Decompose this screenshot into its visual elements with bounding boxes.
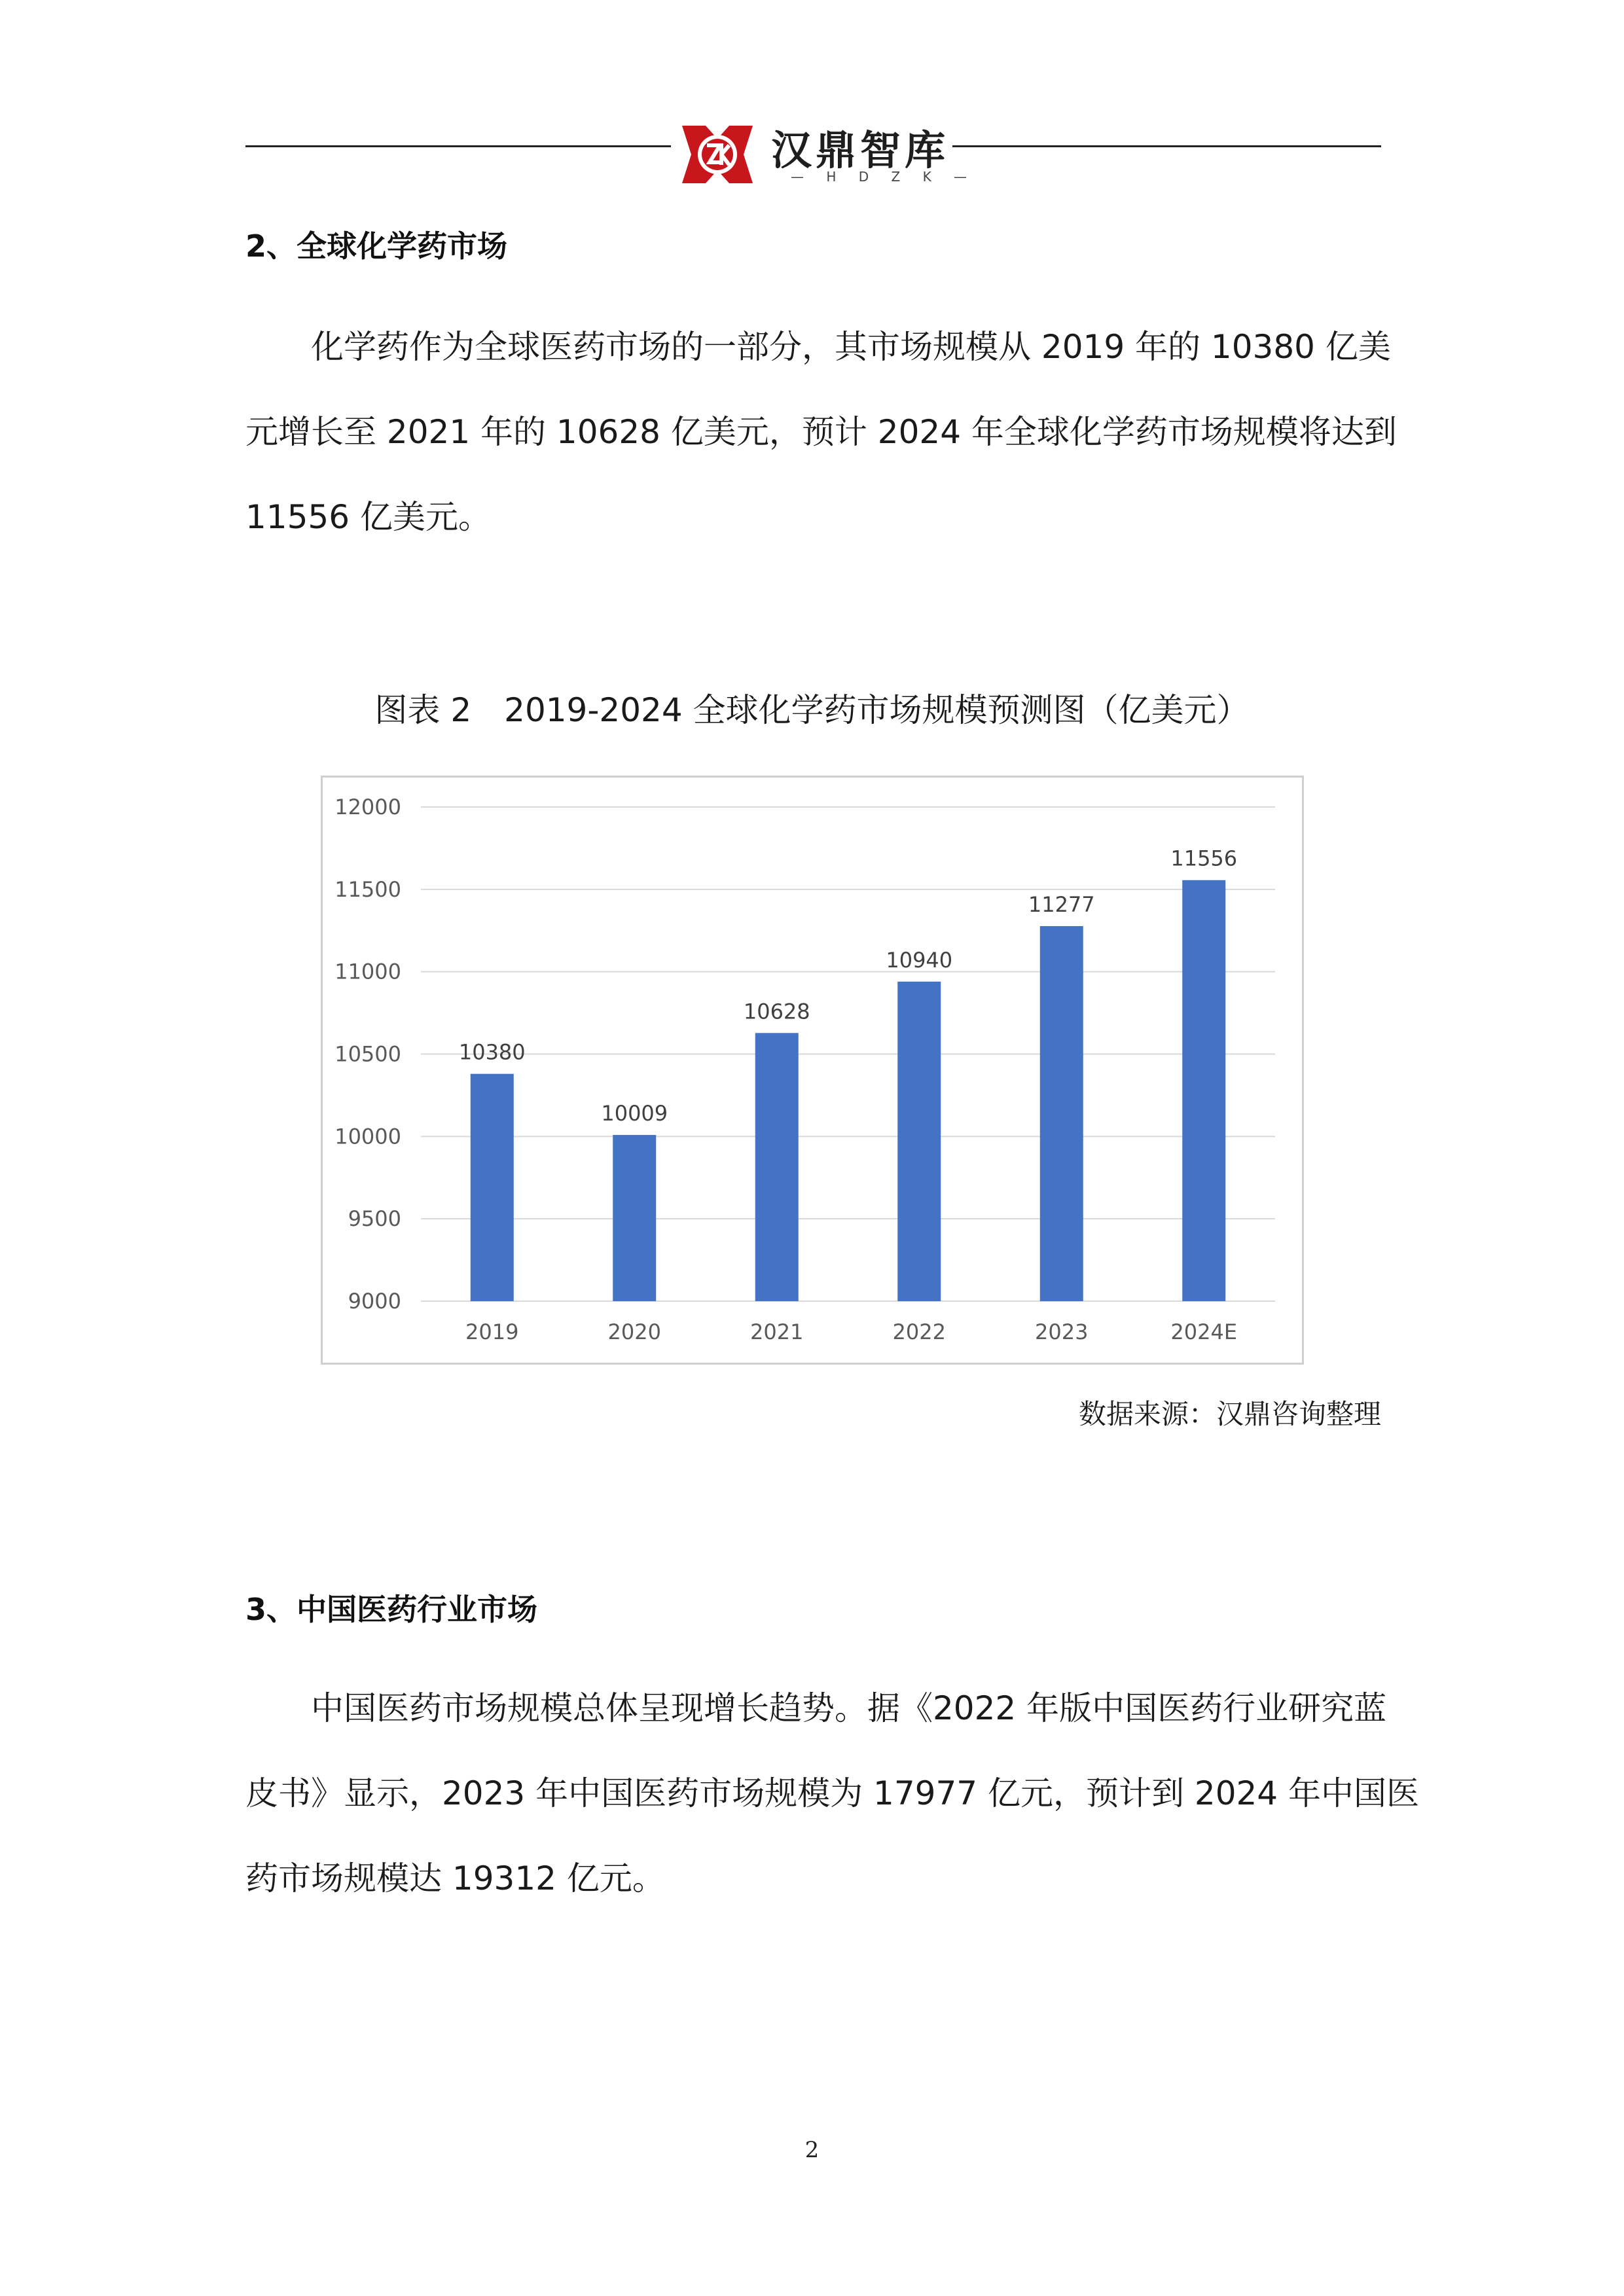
y-tick-label: 9000 <box>348 1289 401 1314</box>
data-label: 11556 <box>1170 846 1238 871</box>
data-label: 11277 <box>1028 891 1095 917</box>
paragraph-line: 皮书》显示，2023 年中国医药市场规模为 17977 亿元，预计到 2024 年中国医 <box>245 1774 1420 1812</box>
bar <box>613 1135 656 1301</box>
section-3-paragraph <box>245 1666 1420 1921</box>
paragraph-line: 元增长至 2021 年的 10628 亿美元，预计 2024 年全球化学药市场规模将达到 <box>245 413 1397 451</box>
header-rule-left <box>245 145 671 147</box>
y-tick-label: 10500 <box>334 1041 401 1067</box>
data-label: 10380 <box>458 1039 526 1065</box>
bar <box>1182 880 1225 1301</box>
x-tick-label: 2023 <box>1035 1319 1089 1344</box>
data-label: 10628 <box>743 999 810 1024</box>
section-2-heading: 2、全球化学药市场 <box>245 228 508 264</box>
logo-subtitle: — H D Z K — <box>791 169 977 185</box>
bar <box>755 1033 799 1301</box>
y-tick-label: 12000 <box>334 795 401 819</box>
y-tick-label: 9500 <box>348 1206 401 1232</box>
paragraph-line: 11556 亿美元。 <box>245 498 491 536</box>
data-source: 数据来源：汉鼎咨询整理 <box>1078 1398 1381 1430</box>
bar <box>897 982 941 1301</box>
page-number: 2 <box>804 2137 820 2163</box>
header-rule-right <box>952 145 1381 147</box>
y-tick-label: 11000 <box>334 959 401 984</box>
y-tick-label: 10000 <box>334 1124 401 1149</box>
paragraph-line: 中国医药市场规模总体呈现增长趋势。据《2022 年版中国医药行业研究蓝 <box>311 1689 1387 1727</box>
hdzk-logo-icon <box>679 122 755 187</box>
data-label: 10940 <box>886 947 953 973</box>
figure-caption: 图表 2 2019-2024 全球化学药市场规模预测图（亿美元） <box>374 691 1250 729</box>
header-logo <box>674 117 977 188</box>
bar-chart-svg <box>323 778 1302 1363</box>
bar-chart <box>321 776 1304 1365</box>
x-tick-label: 2021 <box>750 1319 804 1344</box>
bar <box>471 1074 514 1301</box>
x-tick-label: 2024E <box>1170 1319 1238 1344</box>
paragraph-line: 化学药作为全球医药市场的一部分，其市场规模从 2019 年的 10380 亿美 <box>311 328 1391 366</box>
y-tick-label: 11500 <box>334 876 401 902</box>
paragraph-line: 药市场规模达 19312 亿元。 <box>245 1859 665 1897</box>
x-tick-label: 2022 <box>892 1319 946 1344</box>
logo-name: 汉鼎智库 <box>771 126 950 174</box>
section-3-heading: 3、中国医药行业市场 <box>245 1592 538 1627</box>
section-2-paragraph <box>245 304 1397 560</box>
x-tick-label: 2019 <box>465 1319 519 1344</box>
x-tick-label: 2020 <box>607 1319 661 1344</box>
bar <box>1040 926 1083 1301</box>
data-label: 10009 <box>601 1101 668 1126</box>
